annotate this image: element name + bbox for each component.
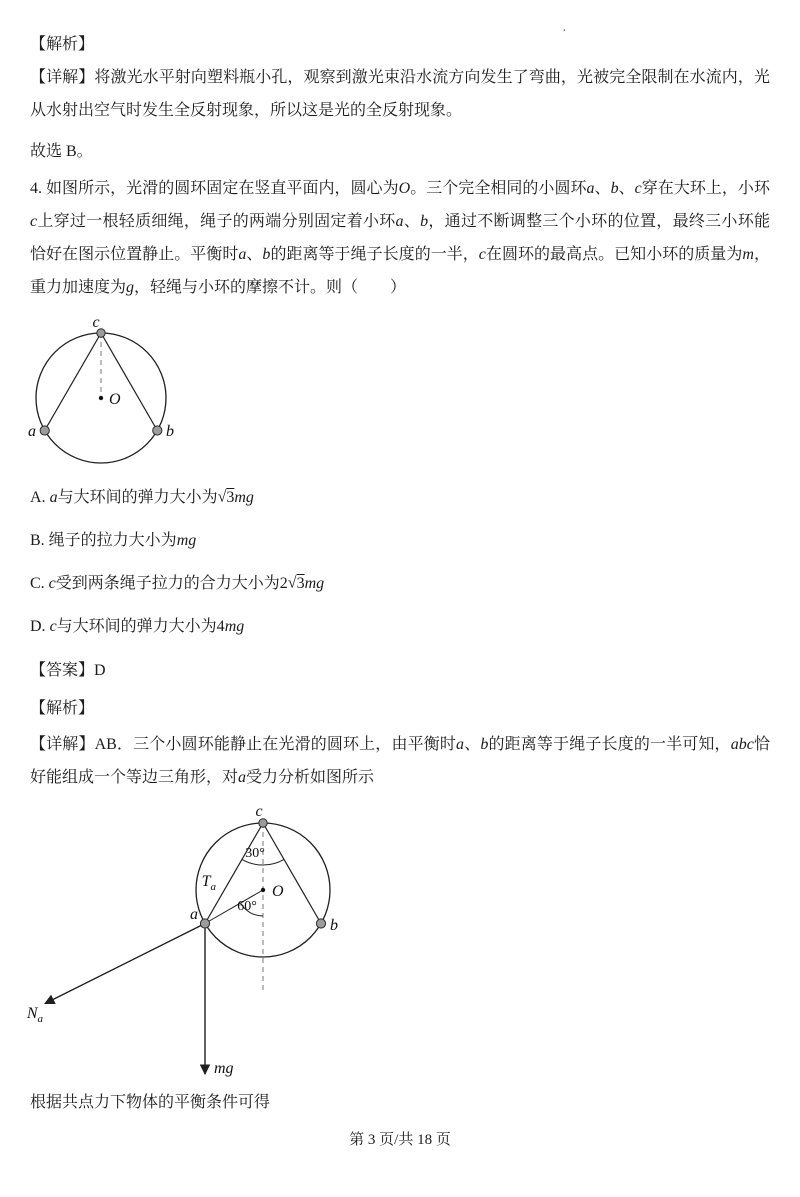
label-center-o: O <box>109 391 121 408</box>
text-segment: 与大环间的弹力大小为 <box>57 489 218 506</box>
text-segment: abc <box>730 736 754 753</box>
ring-b-bead <box>316 919 325 928</box>
text-segment: 上穿过一根轻质细绳，绳子的两端分别固定着小环 <box>37 213 396 230</box>
rope-cb <box>263 823 321 924</box>
normal-symbol: N <box>26 1005 38 1022</box>
text-segment: 、 <box>618 180 635 197</box>
text-segment: 【详解】AB．三个小圆环能静止在光滑的圆环上，由平衡时 <box>30 736 457 753</box>
rope-ca <box>45 333 101 431</box>
text-segment: 在圆环的最高点。已知小环的质量为 <box>485 246 743 263</box>
question-4-text <box>30 172 770 304</box>
text-segment: a <box>586 180 595 197</box>
text-segment: b <box>262 246 271 263</box>
rope-cb <box>101 333 157 431</box>
text-segment: b <box>480 736 489 753</box>
text-segment: mg <box>234 489 254 506</box>
text-segment: ，轻绳与小环的摩擦不计。则（ ） <box>134 279 407 296</box>
text-segment: c <box>30 213 38 230</box>
ring-c-bead <box>259 819 267 827</box>
text-segment: c <box>49 618 57 635</box>
text-segment: mg <box>176 532 197 549</box>
label-a: a <box>190 906 198 923</box>
text-segment: a <box>238 769 247 786</box>
explanation-paragraph-2 <box>30 728 770 794</box>
text-segment: ，重力加速度为 <box>30 246 770 296</box>
text-segment: mg <box>224 618 245 635</box>
label-b: b <box>166 423 174 440</box>
text-segment: mg <box>304 575 325 592</box>
text-segment: 受力分析如图所示 <box>246 769 375 786</box>
text-segment: 的距离等于绳子长度的一半， <box>270 246 479 263</box>
figure2-svg <box>18 802 368 1086</box>
text-segment: a <box>238 246 247 263</box>
text-segment: 与大环间的弹力大小为4 <box>56 618 225 635</box>
text-segment: 恰好能组成一个等边三角形，对 <box>30 736 770 786</box>
ring-a-bead <box>40 426 49 435</box>
text-segment: c <box>478 246 486 263</box>
option-d <box>30 614 770 640</box>
center-dot <box>99 396 103 400</box>
text-segment: g <box>126 279 135 296</box>
label-a: a <box>28 423 36 440</box>
explanation-paragraph-1: 【详解】将激光水平射向塑料瓶小孔，观察到激光束沿水流方向发生了弯曲，光被完全限制在水流内，光从水射出空气时发生全反射现象，所以这是光的全反射现象。 <box>30 69 770 119</box>
figure1-svg <box>26 316 216 468</box>
label-c: c <box>92 316 100 331</box>
tension-label <box>202 873 217 893</box>
option-c <box>30 571 770 597</box>
closing-text: 根据共点力下物体的平衡条件可得 <box>30 1094 271 1111</box>
text-segment: O <box>398 180 411 197</box>
figure-rings-on-circle <box>26 316 770 468</box>
text-segment: 受到两条绳子拉力的合力大小为2 <box>55 575 288 592</box>
text-segment: B. 绳子的拉力大小为 <box>30 532 177 549</box>
normal-force-arrow <box>45 924 205 1004</box>
label-c: c <box>255 803 263 820</box>
text-segment: 4. 如图所示，光滑的圆环固定在竖直平面内，圆心为 <box>30 180 399 197</box>
text-segment: A. <box>30 489 50 506</box>
text-segment: ，通过不断调整三个小环的位置，最终三小环能恰好在图示位置静止。平衡时 <box>30 213 770 263</box>
figure-force-analysis <box>18 802 770 1086</box>
stray-dot: · <box>562 24 567 39</box>
answer-line: 【答案】D <box>30 662 106 679</box>
ring-b-bead <box>153 426 162 435</box>
label-center-o: O <box>272 883 284 900</box>
tension-subscript: a <box>210 881 216 893</box>
text-segment: 、 <box>464 736 481 753</box>
text-segment: c <box>48 575 56 592</box>
text-segment: a <box>456 736 465 753</box>
text-segment: 穿在大环上，小环 <box>641 180 770 197</box>
analysis-heading-1: 【解析】 <box>30 36 95 53</box>
weight-label: mg <box>214 1060 234 1077</box>
text-segment: a <box>395 213 404 230</box>
text-segment: m <box>742 246 754 263</box>
text-segment: c <box>634 180 642 197</box>
text-segment: 、 <box>594 180 611 197</box>
page-footer: 第 3 页/共 18 页 <box>349 1132 451 1148</box>
analysis-heading-2: 【解析】 <box>30 700 95 717</box>
text-segment: b <box>420 213 429 230</box>
text-segment: a <box>49 489 58 506</box>
label-b: b <box>330 917 338 934</box>
text-segment: b <box>610 180 619 197</box>
option-b <box>30 528 770 554</box>
normal-label <box>26 1005 44 1025</box>
text-segment: C. <box>30 575 49 592</box>
text-segment: 、 <box>403 213 421 230</box>
tension-symbol: T <box>201 873 211 890</box>
answer-choice-line: 故选 B。 <box>30 143 93 160</box>
text-segment: 的距离等于绳子长度的一半可知， <box>488 736 731 753</box>
angle-60-label: 60° <box>237 899 257 914</box>
center-dot <box>261 888 265 892</box>
angle-30-label: 30° <box>245 846 265 861</box>
text-segment: D. <box>30 618 50 635</box>
option-a <box>30 485 770 511</box>
text-segment: √ 3 <box>218 489 235 506</box>
text-segment: 、 <box>246 246 263 263</box>
text-segment: √ 3 <box>288 575 305 592</box>
ring-a-bead <box>200 919 209 928</box>
text-segment: 。三个完全相同的小圆环 <box>410 180 587 197</box>
normal-subscript: a <box>37 1013 43 1025</box>
